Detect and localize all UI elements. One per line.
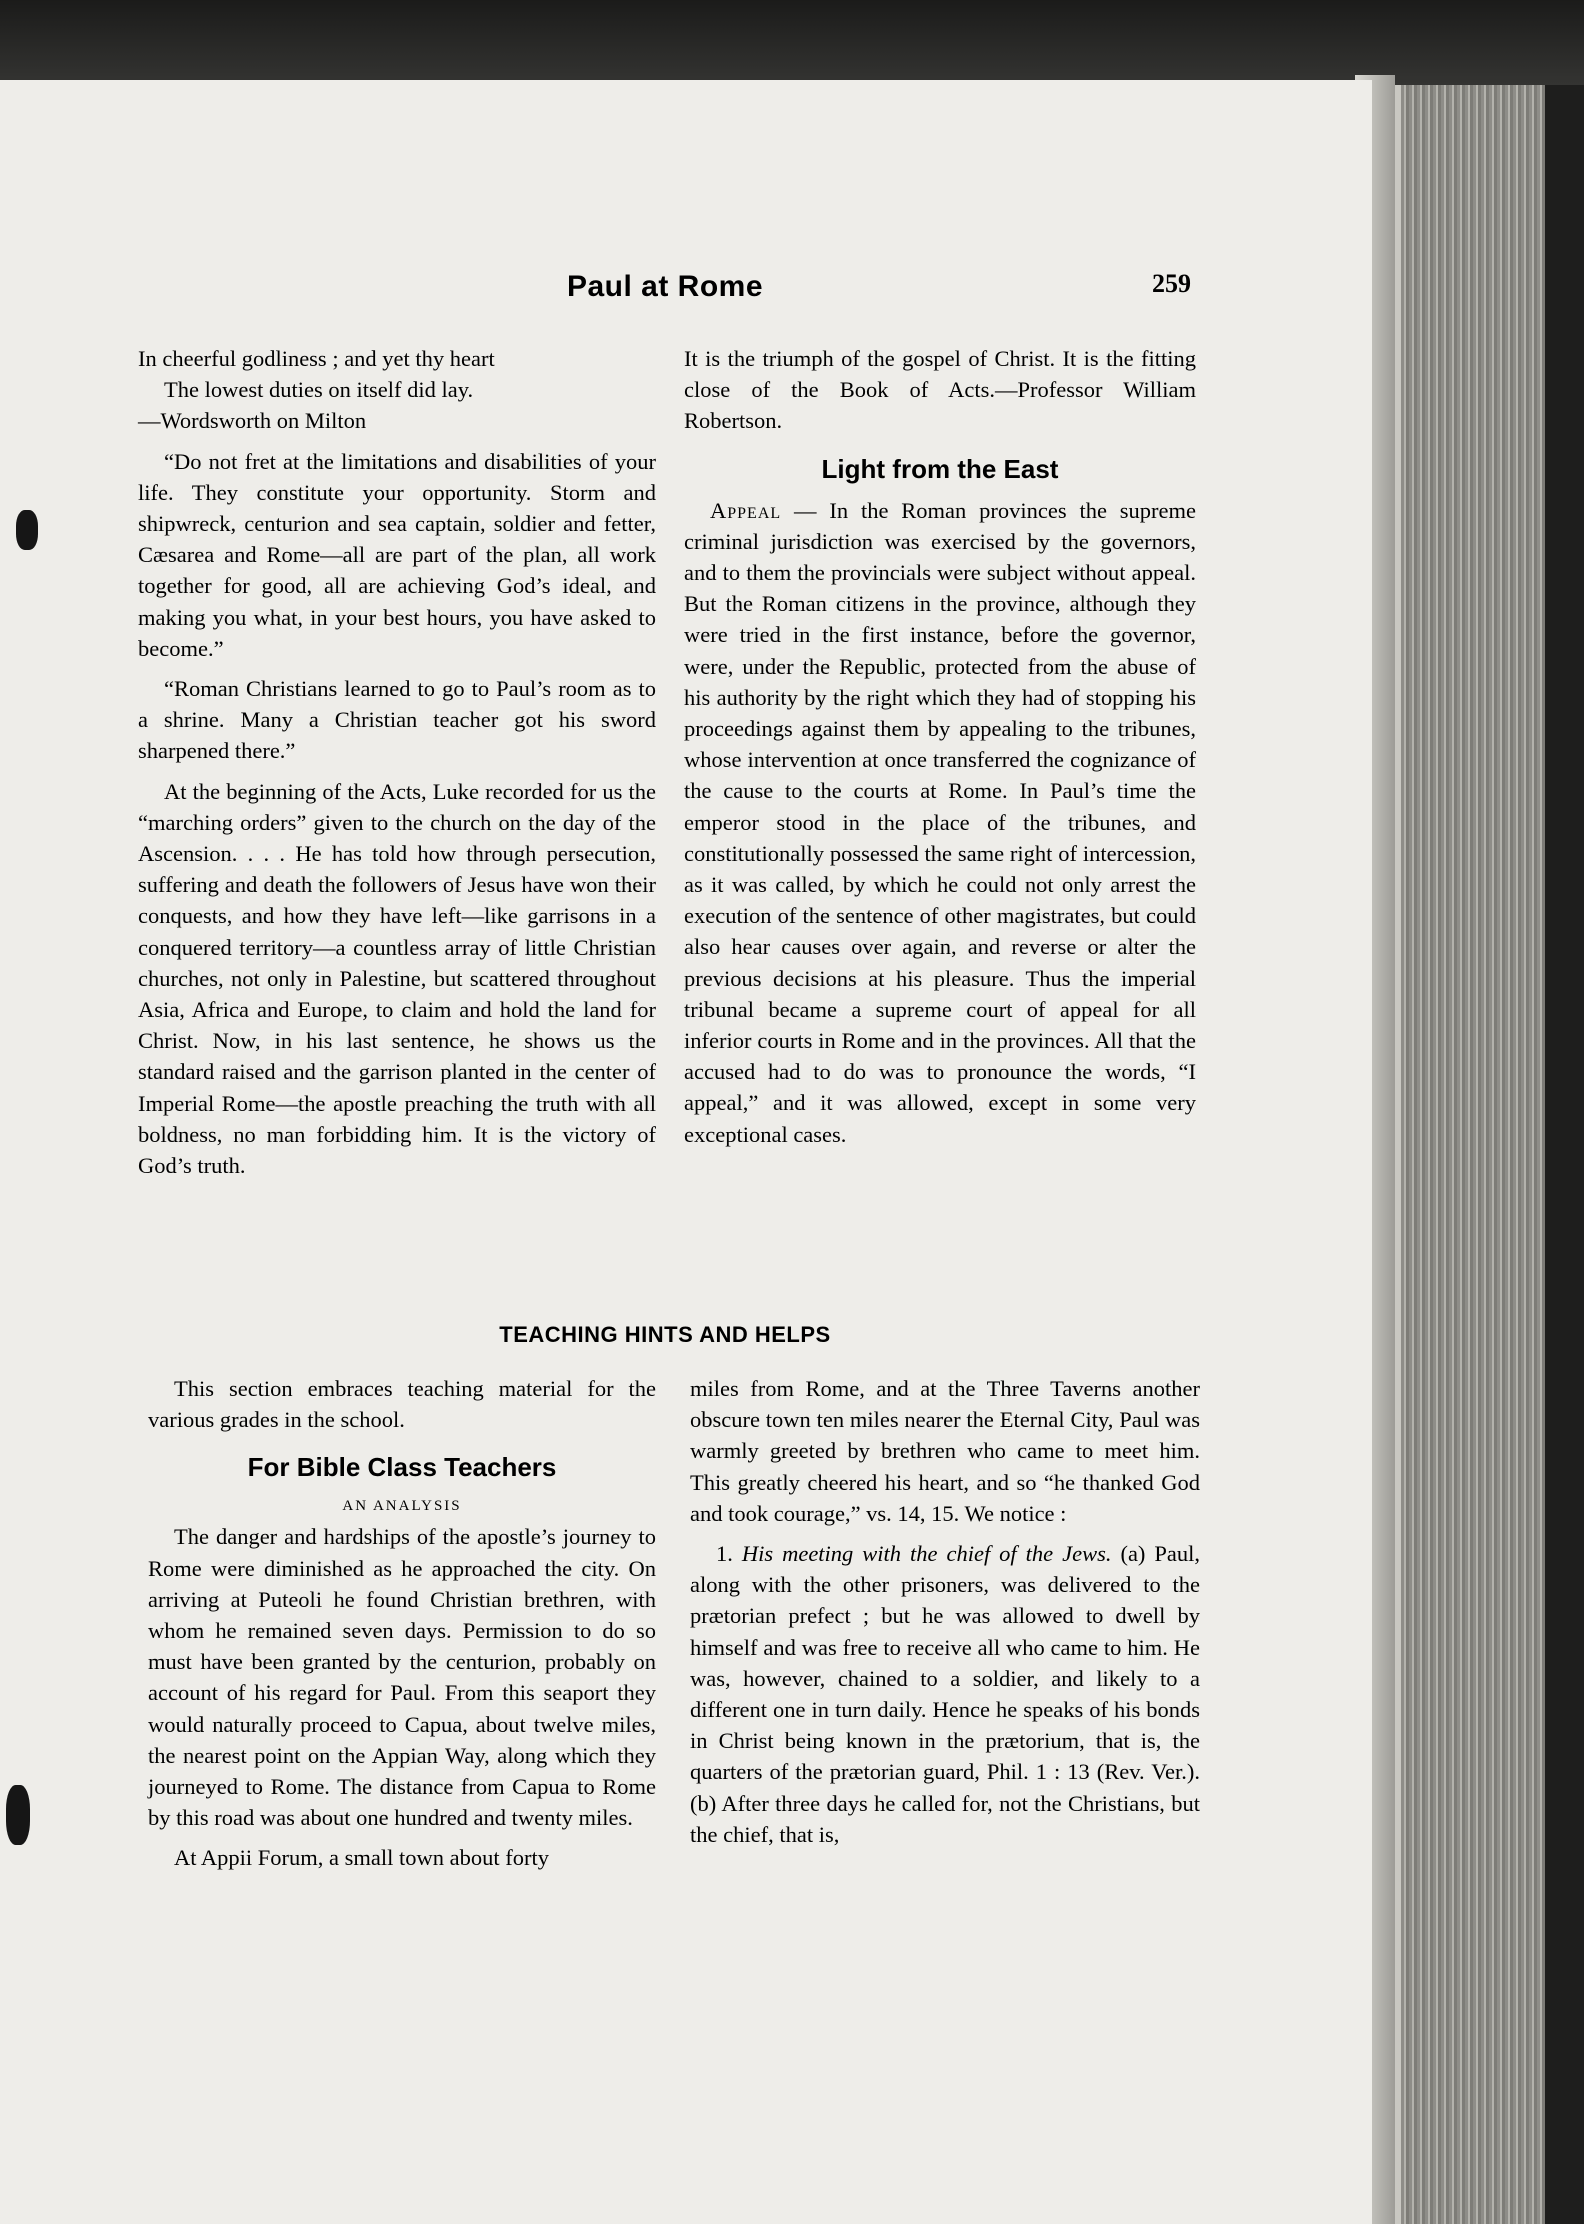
left-column-bottom — [148, 1373, 656, 1874]
verse-line: In cheerful godliness ; and yet thy heart — [138, 346, 495, 371]
paragraph: “Roman Christians learned to go to Paul’s room as to a shrine. Many a Christian teacher got his sword sharpened there.” — [138, 676, 656, 764]
scan-background — [0, 0, 1584, 85]
book-page-edges — [1395, 85, 1551, 2224]
section-banner: TEACHING HINTS AND HELPS — [499, 1322, 831, 1347]
left-column-top — [138, 343, 656, 1181]
paragraph — [690, 1538, 1200, 1850]
paragraph-body: (a) Paul, along with the other prisoners, was delivered to the prætorian prefect ; but he was allowed to dwell by himself and was free to receive all who came to him. He was, however, chained to a soldier, and likely to a different one in turn daily. Hence he speaks of his bonds in Christ being known in the prætorium, that is, the quarters of the prætorian guard, Phil. 1 : 13 (Rev. Ver.). (b) After three days he called for, not the Christians, but the chief, that is, — [690, 1541, 1201, 1847]
lead-in: Appeal — [710, 497, 782, 523]
paragraph: “Do not fret at the limitations and disabilities of your life. They constitute your opportunity. Storm and shipwreck, centurion and sea captain, soldier and fetter, Cæsarea and Rome—all are part of the plan, all work together for good, all are achieving God’s ideal, and making you what, in your best hours, you have asked to become.” — [138, 448, 656, 661]
paragraph — [684, 495, 1196, 1150]
right-column-bottom — [690, 1373, 1200, 1850]
paragraph: It is the triumph of the gospel of Christ. It is the fitting close of the Book of Acts.—Professor William Robertson. — [684, 346, 1196, 434]
paragraph: The danger and hardships of the apostle’s journey to Rome were diminished as he approached the city. On arriving at Puteoli he found Christian brethren, with whom he remained seven days. Permission to do so must have been granted by the centurion, probably on account of his regard for Paul. From this seaport they would naturally proceed to Capua, about twelve miles, the nearest point on the Appian Way, along which they journeyed to Rome. The distance from Capua to Rome by this road was about one hundred and twenty miles. — [148, 1524, 656, 1831]
item-number: 1. — [716, 1541, 733, 1567]
section-heading: Light from the East — [821, 453, 1059, 484]
section-heading: For Bible Class Teachers — [247, 1452, 557, 1483]
quote-attribution: —Wordsworth on Milton — [138, 408, 367, 434]
paragraph: miles from Rome, and at the Three Taverns another obscure town ten miles nearer the Eternal City, Paul was warmly greeted by brethren who came to meet him. This greatly cheered his heart, and so “he thanked God and took courage,” vs. 14, 15. We notice : — [690, 1376, 1200, 1526]
subheading: AN ANALYSIS — [342, 1498, 462, 1515]
paragraph: This section embraces teaching material for the various grades in the school. — [148, 1376, 656, 1433]
item-title: His meeting with the chief of the Jews. — [741, 1541, 1112, 1567]
page-title: Paul at Rome — [566, 270, 764, 303]
right-column-top — [684, 343, 1196, 1150]
verse-line: The lowest duties on itself did lay. — [164, 377, 474, 403]
book-cover-edge — [1545, 85, 1584, 2224]
paragraph-body: — In the Roman provinces the supreme criminal jurisdiction was exercised by the governors, and to them the provincials were subject without appeal. But the Roman citizens in the province, although they were tried in the first instance, before the governor, were, under the Republic, protected from the abuse of his authority by the right which they had of stopping his proceedings against them by appealing to the tribunes, whose intervention at once transferred the cognizance of the cause to the courts at Rome. In Paul’s time the emperor stood in the place of the tribunes, and constitutionally possessed the same right of intercession, as it was called, by which he could not only arrest the execution of the sentence of other magistrates, but could also hear causes over again, and reverse or alter the previous decisions at his pleasure. Thus the imperial tribunal became a supreme court of appeal for all inferior courts in Rome and in the provinces. All that the accused had to do was to pronounce the words, “I appeal,” and it was allowed, except in some very exceptional cases. — [684, 497, 1197, 1147]
paragraph: At the beginning of the Acts, Luke recorded for us the “marching orders” given to the church on the day of the Ascension. . . . He has told how through persecution, suffering and death the followers of Jesus have won their conquests, and how they have left—like garrisons in a conquered territory—a countless array of little Christian churches, not only in Palestine, but scattered throughout Asia, Africa and Europe, to claim and hold the land for Christ. Now, in his last sentence, he shows us the standard raised and the garrison planted in the center of Imperial Rome—the apostle preaching the truth with all boldness, no man forbidding him. It is the victory of God’s truth. — [138, 778, 656, 1179]
binding-hole-bottom — [6, 1785, 30, 1845]
paragraph: At Appii Forum, a small town about forty — [174, 1845, 549, 1871]
binding-hole-top — [16, 510, 38, 550]
page-number: 259 — [1152, 269, 1191, 298]
